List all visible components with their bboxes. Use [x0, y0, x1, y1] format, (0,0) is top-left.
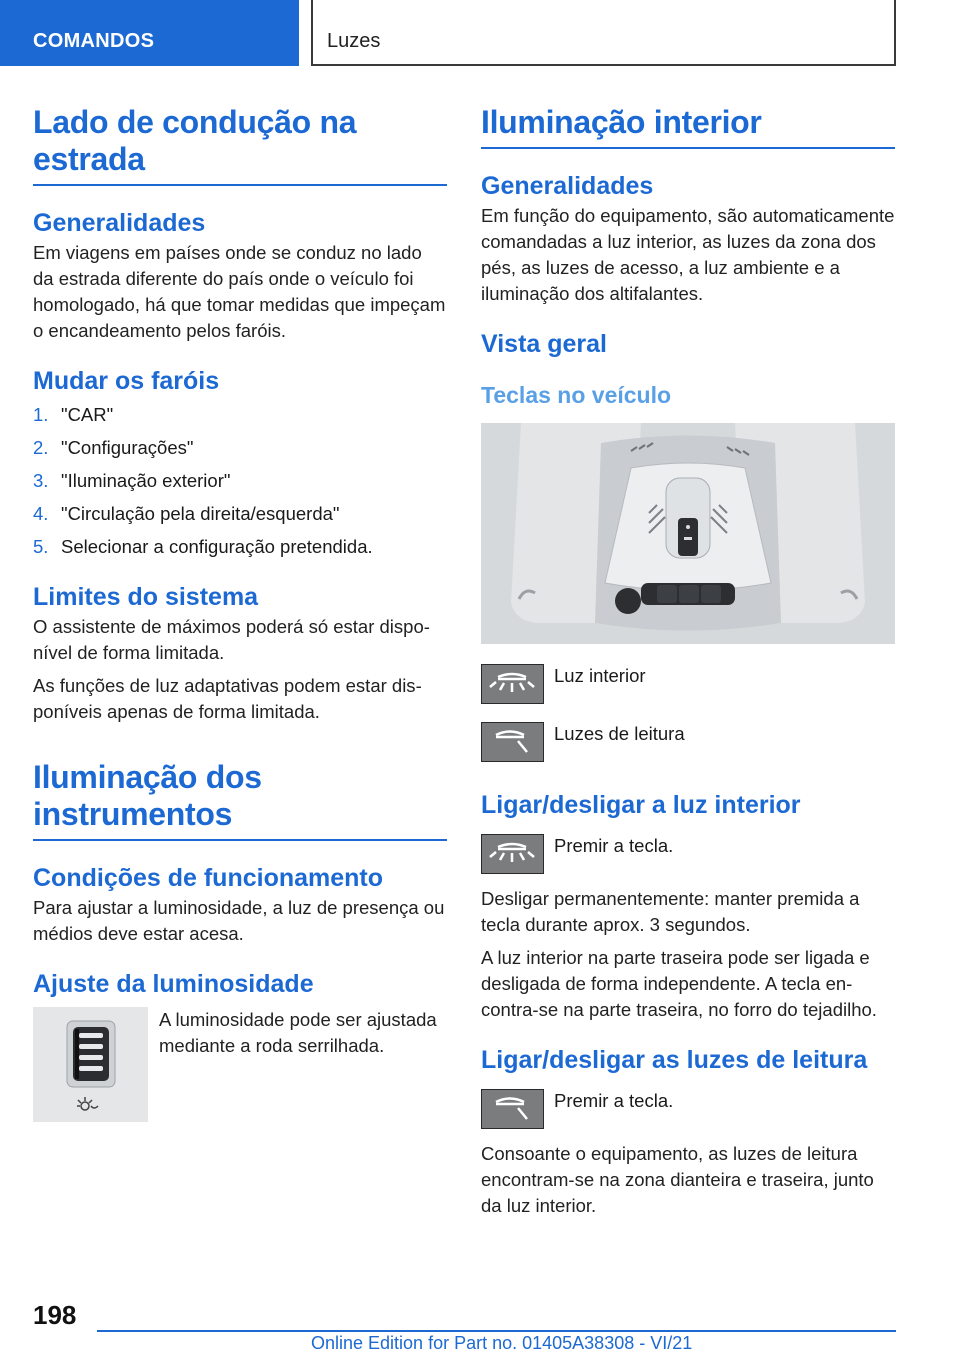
text-general: Em viagens em países onde se conduz no lado da estrada diferente do país onde o veículo foi homologado, há que tomar medidas que impeçam o encandeamento pelos faróis.	[33, 242, 446, 341]
key-row-onoff	[481, 834, 895, 874]
heading-general: Generalidades	[33, 209, 206, 237]
heading-interior-onoff: Ligar/desligar a luz interior	[481, 791, 801, 819]
section-interior-general	[481, 171, 895, 307]
step-text: "Configurações"	[61, 437, 194, 458]
chapter-tab	[311, 0, 896, 66]
section-label: COMANDOS	[33, 30, 155, 52]
title-driving-side: Lado de condução na estrada	[33, 104, 447, 186]
heading-reading-onoff: Ligar/desligar as luzes de leitura	[481, 1046, 868, 1074]
list-item	[33, 435, 447, 461]
brightness-row	[33, 1007, 447, 1122]
page-number: 198	[33, 1300, 77, 1330]
key-row-interior	[481, 664, 895, 704]
right-column	[481, 104, 895, 1241]
step-number: 3.	[33, 470, 49, 491]
text-limits-1: O assistente de máximos poderá só estar disponível de forma limitada.	[33, 616, 430, 663]
list-item	[33, 468, 447, 494]
key-row-reading	[481, 722, 895, 762]
step-number: 4.	[33, 503, 49, 524]
footer-divider	[97, 1330, 896, 1332]
list-item	[33, 534, 447, 560]
interior-light-icon	[481, 664, 544, 704]
step-number: 1.	[33, 404, 49, 425]
step-text: "CAR"	[61, 404, 114, 425]
text-brightness: A luminosidade pode ser ajustada mediante a roda serrilhada.	[159, 1009, 437, 1056]
reading-light-icon	[481, 1089, 544, 1129]
text-operating-conditions: Para ajustar a luminosidade, a luz de presença ou médios deve estar acesa.	[33, 897, 445, 944]
section-system-limits	[33, 582, 447, 725]
section-brightness	[33, 969, 447, 1122]
section-overview	[481, 329, 895, 762]
title-interior-lighting: Iluminação interior	[481, 104, 895, 149]
step-text: Selecionar a configuração pretendida.	[61, 536, 373, 557]
interior-light-icon	[481, 834, 544, 874]
text-press-button: Premir a tecla.	[554, 835, 674, 856]
heading-operating-conditions: Condições de funcionamento	[33, 864, 384, 892]
list-item	[33, 501, 447, 527]
heading-overview: Vista geral	[481, 330, 608, 358]
text-reading-1: Consoante o equipamento, as luzes de leitura encontram-se na zona dianteira e traseira, junto da luz interior.	[481, 1143, 874, 1216]
section-change-headlights	[33, 366, 447, 560]
overhead-console-icon	[481, 423, 895, 644]
heading-interior-general: Generalidades	[481, 172, 654, 200]
section-general	[33, 208, 447, 344]
key-label-interior: Luz interior	[554, 665, 646, 686]
reading-light-icon	[481, 722, 544, 762]
step-number: 2.	[33, 437, 49, 458]
thumbwheel-image	[33, 1007, 148, 1122]
text-interior-general: Em função do equipamento, são automaticamente comandadas a luz interior, as luzes da zona dos pés, as luzes de acesso, a luz ambiente e a iluminação dos altifalantes.	[481, 205, 895, 304]
left-column	[33, 104, 447, 1144]
step-text: "Circulação pela direita/esquerda"	[61, 503, 340, 524]
title-instrument-lighting: Iluminação dos instrumentos	[33, 759, 447, 841]
text-press-button: Premir a tecla.	[554, 1090, 674, 1111]
section-tab	[0, 0, 299, 66]
thumbwheel-icon	[33, 1007, 148, 1122]
section-interior-onoff	[481, 790, 895, 1023]
heading-brightness: Ajuste da luminosidade	[33, 970, 314, 998]
heading-system-limits: Limites do sistema	[33, 583, 259, 611]
key-row-reading-onoff	[481, 1089, 895, 1129]
section-reading-onoff	[481, 1045, 895, 1219]
list-item	[33, 402, 447, 428]
key-label-reading: Luzes de leitura	[554, 723, 685, 744]
steps-list	[33, 402, 447, 560]
edition-link[interactable]: Online Edition for Part no. 01405A38308 - VI/21	[311, 1333, 693, 1353]
heading-change-headlights: Mudar os faróis	[33, 367, 220, 395]
chapter-label: Luzes	[327, 30, 381, 52]
text-onoff-2: A luz interior na parte traseira pode ser ligada e desligada de forma independente. A tecla encontra-se na parte traseira, no forro do tejadilho.	[481, 947, 877, 1020]
section-operating-conditions	[33, 863, 447, 947]
text-limits-2: As funções de luz adaptativas podem estar disponíveis apenas de forma limitada.	[33, 675, 422, 722]
step-text: "Iluminação exterior"	[61, 470, 231, 491]
heading-buttons-in-vehicle: Teclas no veículo	[481, 382, 672, 408]
step-number: 5.	[33, 536, 49, 557]
overhead-console-image	[481, 423, 895, 644]
text-onoff-1: Desligar permanentemente: manter premida a tecla durante aprox. 3 segundos.	[481, 888, 860, 935]
